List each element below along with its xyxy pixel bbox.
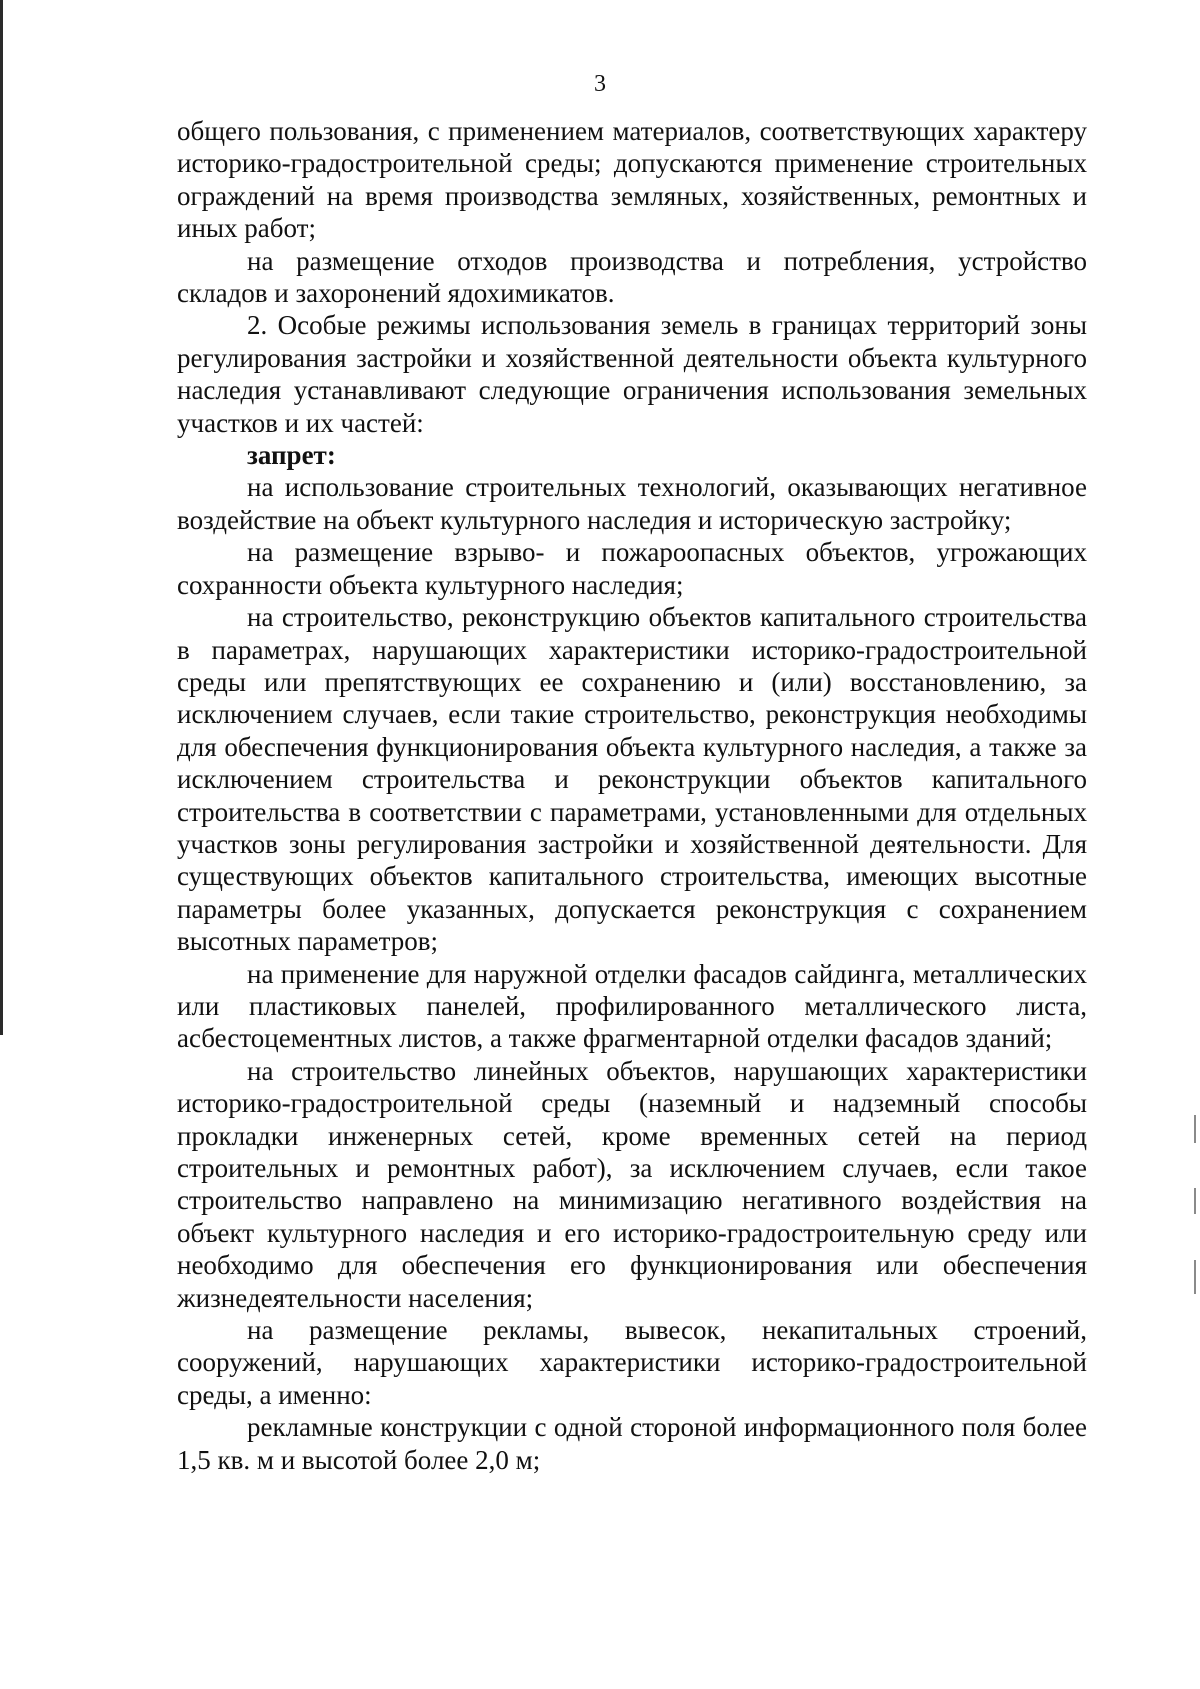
paragraph-facade-finishing: на применение для наружной отделки фасадов сайдинга, металлических или пластиковых панелей, профилированного металлического листа, асбестоцементных листов, а также фрагментарной отделки фасадов зданий; (177, 958, 1087, 1054)
paragraph-construction-tech: на использование строительных технологий, оказывающих негативное воздействие на объект культурного наследия и историческую застройку; (177, 472, 1087, 535)
page-number: 3 (594, 71, 606, 97)
paragraph-advertising: на размещение рекламы, вывесок, некапитальных строений, сооружений, нарушающих характеристики историко-градостроительной среды, а именно: (177, 1315, 1087, 1410)
scan-left-edge (0, 0, 3, 1035)
label-ban: запрет: (247, 440, 336, 471)
scan-artifact-mark (1194, 1260, 1196, 1294)
paragraph-continuation: общего пользования, с применением материалов, соответствующих характеру историко-градостроительной среды; допускаются применение строительных ограждений на время производства земляных, хозяйственных, ремонтных и иных работ; (177, 116, 1087, 244)
paragraph-waste-ban: на размещение отходов производства и потребления, устройство складов и захоронений ядохимикатов. (177, 245, 1087, 309)
paragraph-capital-construction: на строительство, реконструкцию объектов капитального строительства в параметрах, нарушающих характеристики историко-градостроительной среды или препятствующих ее сохранению и (или) восстановлению, за исключением случаев, если такие строительство, реконструкция необходимы для обеспечения функционирования объекта культурного наследия, а также за исключением строительства и реконструкции объектов капитального строительства в соответствии с параметрами, установленными для отдельных участков зоны регулирования застройки и хозяйственной деятельности. Для существующих объектов капитального строительства, имеющих высотные параметры более указанных, допускается реконструкция с сохранением высотных параметров; (177, 602, 1087, 957)
paragraph-section-2: 2. Особые режимы использования земель в границах территорий зоны регулирования застройки и хозяйственной деятельности объекта культурного наследия устанавливают следующие ограничения использования земельных участков и их частей: (177, 310, 1087, 438)
scan-artifact-mark (1194, 1115, 1196, 1143)
paragraph-linear-objects: на строительство линейных объектов, нарушающих характеристики историко-градостроительной среды (наземный и надземный способы прокладки инженерных сетей, кроме временных сетей на период строительных и ремонтных работ), за исключением случаев, если такое строительство направлено на минимизацию негативного воздействия на объект культурного наследия и его историко-градостроительную среду или необходимо для обеспечения его функционирования или обеспечения жизнедеятельности населения; (177, 1055, 1087, 1313)
paragraph-hazardous-objects: на размещение взрыво- и пожароопасных объектов, угрожающих сохранности объекта культурного наследия; (177, 537, 1087, 600)
scan-artifact-mark (1194, 1188, 1196, 1214)
document-body (177, 115, 1087, 1476)
paragraph-advertising-structures: рекламные конструкции с одной стороной информационного поля более 1,5 кв. м и высотой более 2,0 м; (177, 1412, 1087, 1475)
